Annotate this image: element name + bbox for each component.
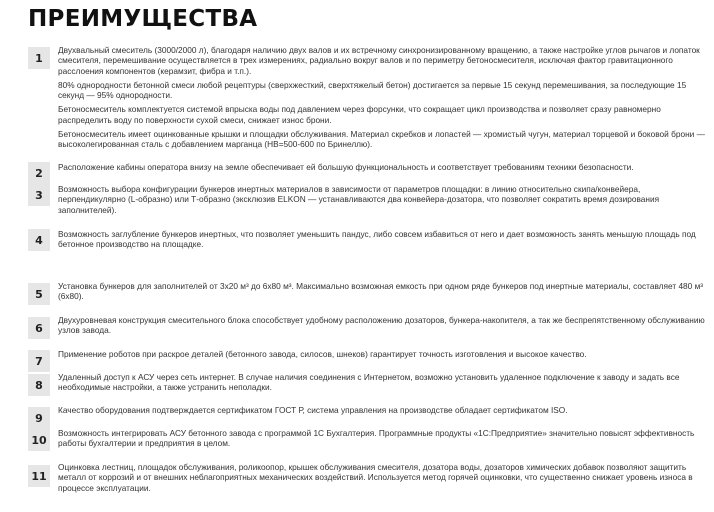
item-paragraph: Удаленный доступ к АСУ через сеть интернет. В случае наличия соединения с Интернетом, возможно установить удаленное подключение к заводу и задать все необходимые настройки, а также устранить неполадки.	[58, 372, 680, 393]
item-text	[58, 162, 710, 176]
item-paragraph: Установка бункеров для заполнителей от 3х20 м³ до 6х80 м³. Максимально возможная емкость при одном ряде бункеров под инертные материалы, составляет 480 м³ (6х80).	[58, 281, 704, 302]
item-number-badge: 3	[28, 184, 50, 206]
item-number-badge: 10	[28, 429, 50, 451]
item-number-badge: 1	[28, 47, 50, 69]
item-text	[58, 349, 710, 363]
item-text	[58, 315, 710, 340]
item-paragraph: Качество оборудования подтверждается сертификатом ГОСТ Р, система управления на производстве обладает сертификатом ISO.	[58, 405, 568, 415]
item-text	[58, 281, 710, 306]
item-paragraph: Расположение кабины оператора внизу на земле обеспечивает ей большую функциональность и соответствует требованиям техники безопасности.	[58, 162, 634, 172]
item-paragraph: Оцинковка лестниц, площадок обслуживания, роликоопор, крышек обслуживания смесителя, дозатора воды, дозаторов химических добавок позволяют защитить металл от коррозий и от внешних неблагоприятных механических воздействий. Используется метод горячей оцинковки, что существенно снижает уровень износа в процессе эксплуатации.	[58, 462, 693, 493]
item-paragraph: Двухвальный смеситель (3000/2000 л), благодаря наличию двух валов и их встречному синхронизированному вращению, а также настройке углов рычагов и лопаток смесителя, перемешивание осуществляется в трех измерениях, радиально вокруг валов и по периметру бетоносмесителя, исключая фактор гравитационного расслоения компонентов (керамзит, фибра и т.п.).	[58, 45, 700, 76]
item-number-badge: 2	[28, 162, 50, 184]
item-number-badge: 6	[28, 317, 50, 339]
item-paragraph: Возможность интегрировать АСУ бетонного завода с программой 1С Бухгалтерия. Программные продукты «1С:Предприятие» значительно повысят эффективность работы бухгалтерии и предприятия в целом.	[58, 428, 695, 449]
item-paragraph: Возможность выбора конфигурации бункеров инертных материалов в зависимости от параметров площадки: в линию относительно скипа/конвейера, перпендикулярно (L-образно) или Т-образно (эксклюзив ELKON — устанавливаются два конвейера-дозатора, что позволяет сократить время дозирования заполнителей).	[58, 184, 660, 215]
item-paragraph: 80% однородности бетонной смеси любой рецептуры (сверхжесткий, сверхтяжелый бетон) достигается за первые 15 секунд перемешивания, за последующие 15 секунд — 95% однородности.	[58, 79, 687, 101]
item-text	[58, 372, 710, 397]
item-paragraph: Возможность заглубление бункеров инертных, что позволяет уменьшить пандус, либо совсем избавиться от него и дает возможность занять меньшую площадь под бетонное производство на площадке.	[58, 229, 696, 250]
item-text	[58, 405, 710, 419]
item-paragraph: Бетоносмеситель имеет оцинкованные крышки и площадки обслуживания. Материал скребков и лопастей — хромистый чугун, материал торцевой и боковой брони — высоколегированная сталь с добавлением марганца (HB=500-600 по Бринеллю).	[58, 129, 705, 150]
item-number-badge: 11	[28, 465, 50, 487]
item-paragraph: Бетоносмеситель комплектуется системой впрыска воды под давлением через форсунки, что сокращает цикл производства и позволяет сразу равномерно распределить воду по поверхности сухой смеси, снижает износ брони.	[58, 104, 661, 125]
item-text	[58, 184, 710, 219]
item-paragraph: Применение роботов при раскрое деталей (бетонного завода, силосов, шнеков) гарантирует точность изготовления и высокое качество.	[58, 349, 587, 359]
item-number-badge: 4	[28, 229, 50, 251]
item-number-badge: 9	[28, 407, 50, 429]
item-text	[58, 229, 710, 254]
item-number-badge: 8	[28, 374, 50, 396]
item-number-badge: 7	[28, 350, 50, 372]
page-title: ПРЕИМУЩЕСТВА	[28, 6, 258, 32]
item-text	[58, 428, 710, 453]
item-text	[58, 462, 710, 497]
item-paragraph: Двухуровневая конструкция смесительного блока способствует удобному расположению дозаторов, бункера-накопителя, а так же беспрепятственному обслуживанию узлов завода.	[58, 315, 705, 336]
item-text	[58, 45, 710, 154]
item-number-badge: 5	[28, 283, 50, 305]
